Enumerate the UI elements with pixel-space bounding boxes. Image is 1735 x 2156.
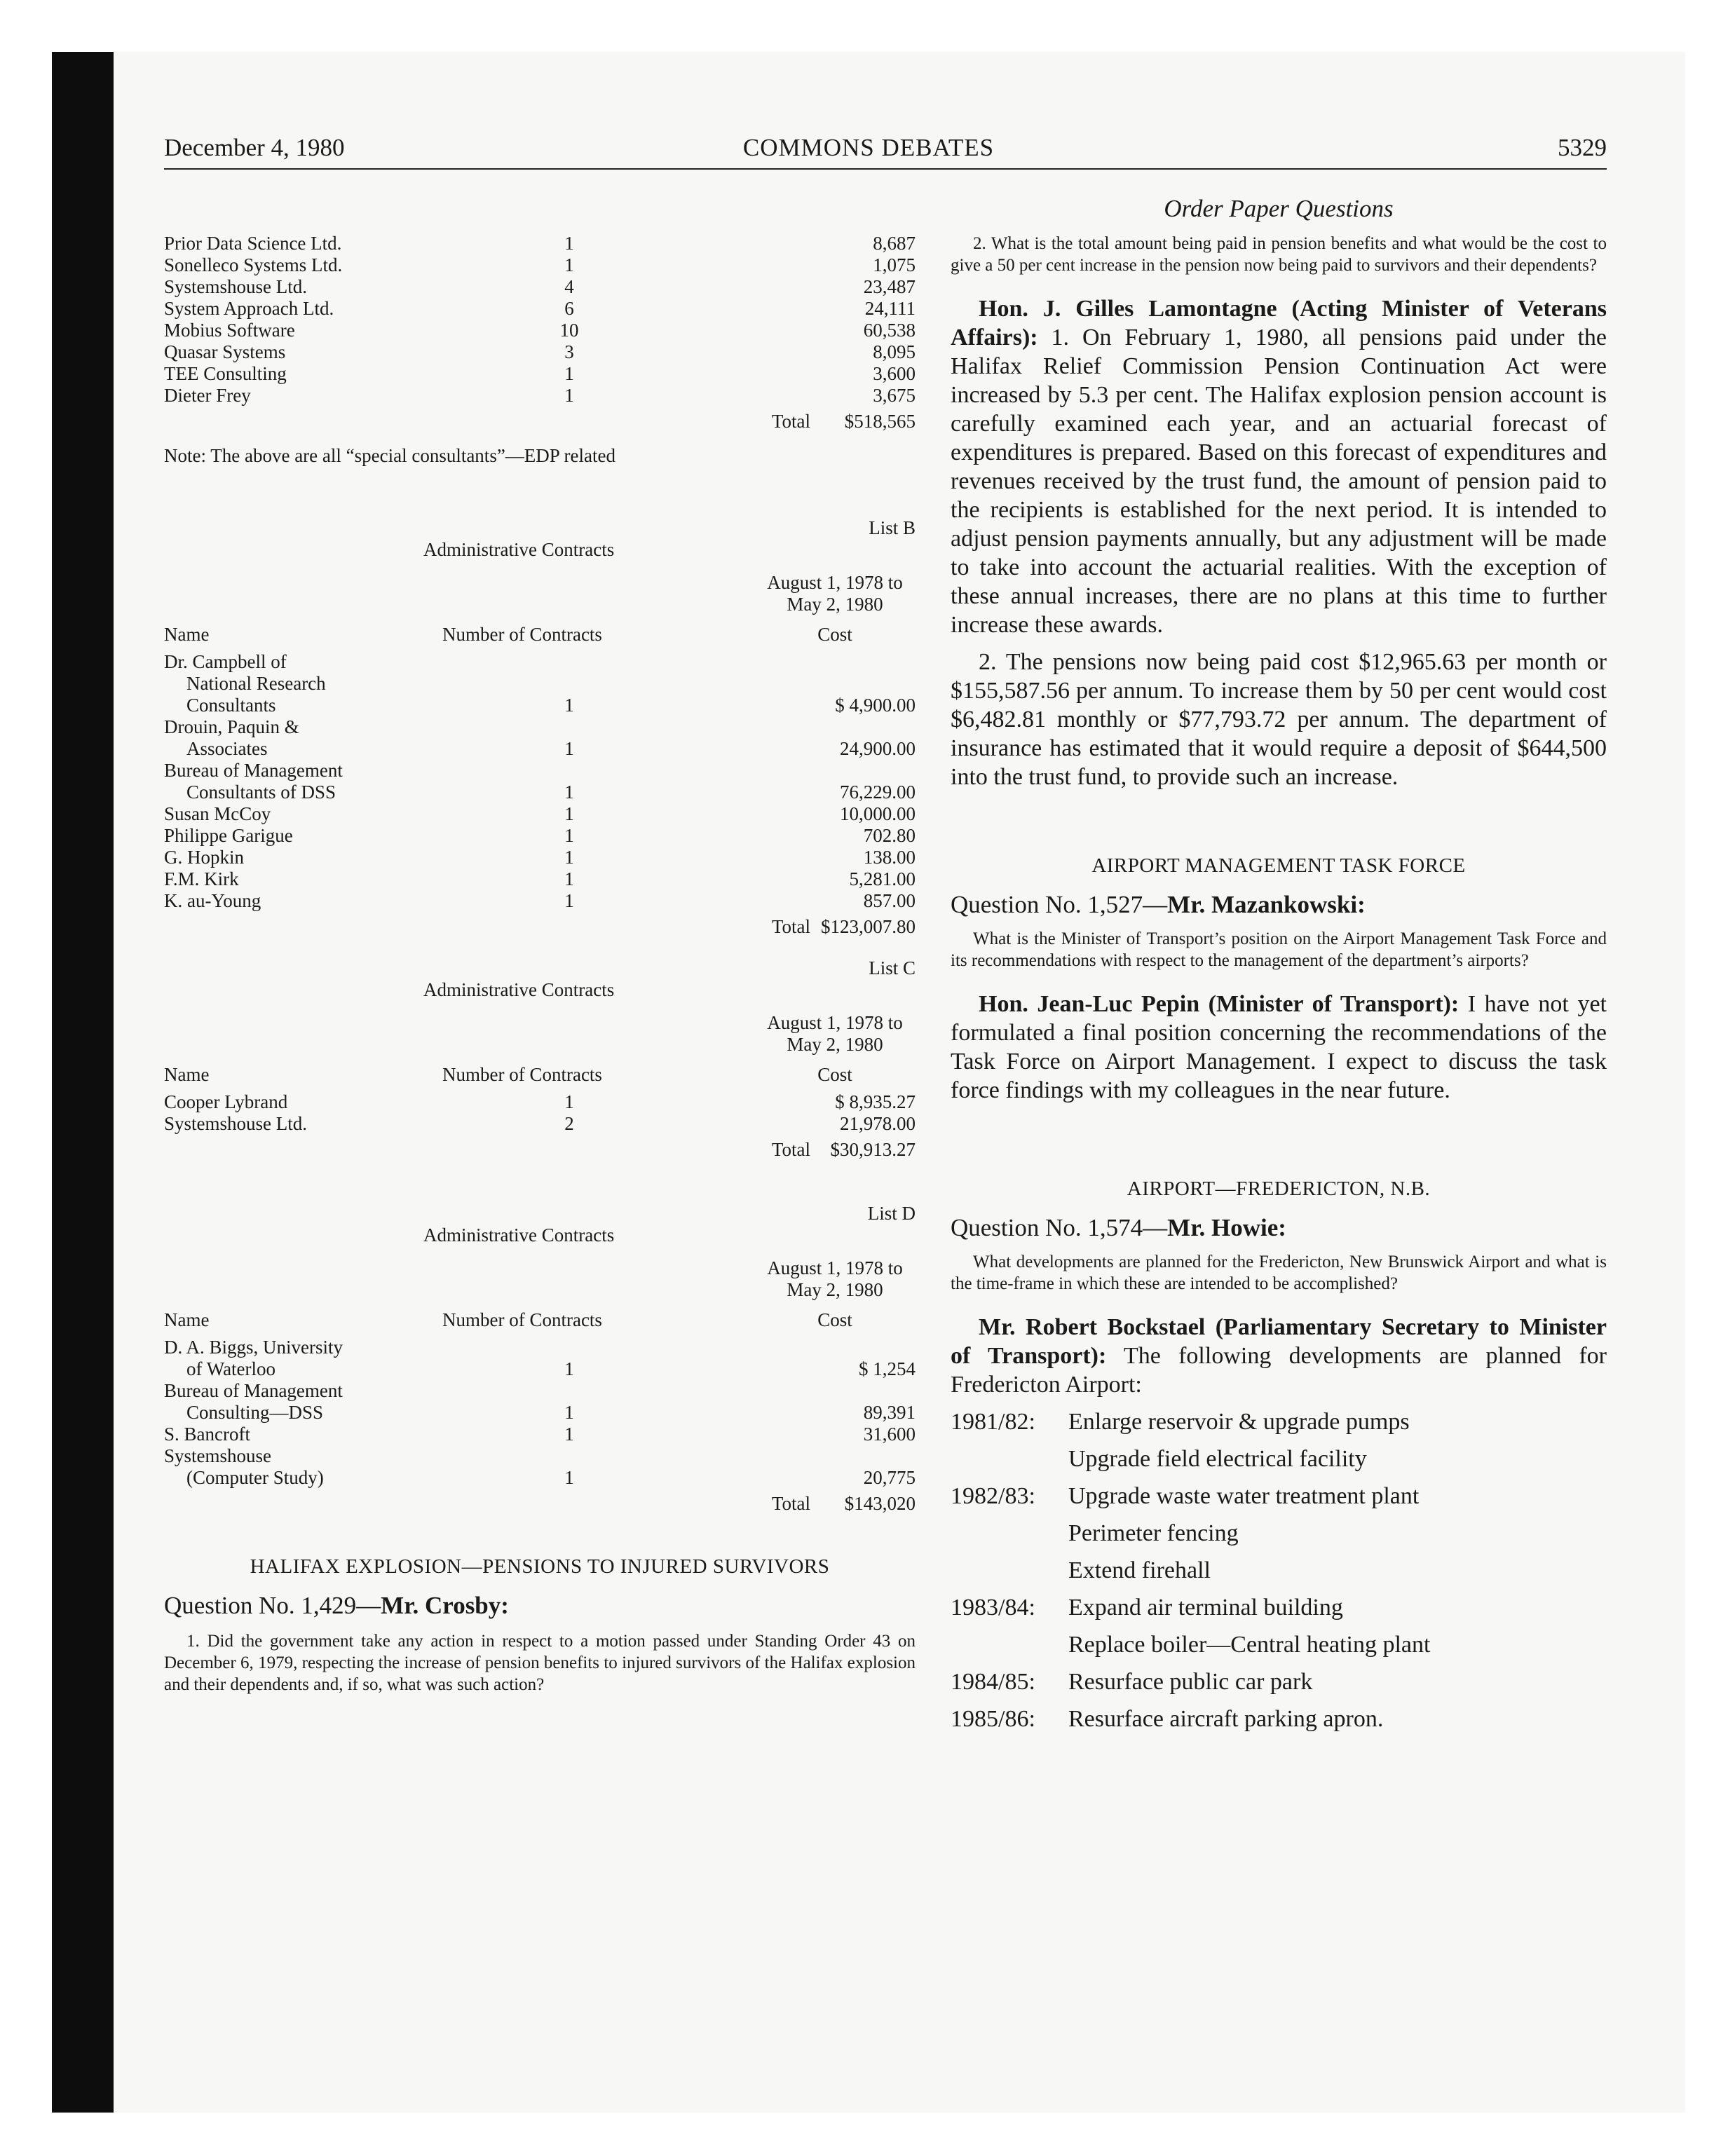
list-heading: Administrative Contracts (423, 539, 615, 560)
table-row-line (164, 890, 916, 912)
development-item: Upgrade waste water treatment plant (1068, 1483, 1420, 1509)
row-cost: 23,487 (863, 276, 916, 297)
row-cost: 10,000.00 (840, 803, 916, 824)
row-number: 2 (564, 1113, 574, 1134)
row-name: TEE Consulting (164, 363, 287, 384)
development-row (951, 1663, 1607, 1700)
question-line (951, 1213, 1607, 1243)
row-number: 1 (564, 695, 574, 716)
header-page-number: 5329 (1558, 134, 1607, 161)
row-cost: 3,600 (873, 363, 916, 384)
table-row-line (164, 868, 916, 890)
question-text: What developments are planned for the Fredericton, New Brunswick Airport and what is the time-frame in which these are intended to be accomplished? (951, 1253, 1607, 1293)
row-cost: 8,687 (873, 233, 916, 254)
row-number: 1 (564, 1402, 574, 1423)
answer-lamontagne-1 (951, 294, 1607, 639)
row-name: Drouin, Paquin & (164, 716, 299, 737)
col-name: Name (164, 1064, 210, 1085)
list-heading-row (164, 539, 916, 561)
column-header-row (164, 1309, 916, 1331)
table-row-line (164, 1424, 916, 1445)
period-line2: May 2, 1980 (787, 594, 883, 615)
development-item: Enlarge reservoir & upgrade pumps (1068, 1409, 1410, 1435)
development-item: Extend firehall (1068, 1557, 1211, 1583)
list-heading: Administrative Contracts (423, 1224, 615, 1246)
development-item: Upgrade field electrical facility (1068, 1446, 1367, 1472)
row-cost: $ 4,900.00 (835, 695, 916, 716)
development-year: 1984/85: (951, 1669, 1035, 1695)
table-row-line (164, 760, 916, 782)
question-line (164, 1591, 916, 1621)
row-name: Associates (186, 738, 268, 759)
period-line2: May 2, 1980 (787, 1034, 883, 1055)
speaker-name: Hon. Jean-Luc Pepin (Minister of Transport): (979, 991, 1460, 1017)
col-number: Number of Contracts (442, 1309, 602, 1330)
row-number: 3 (564, 341, 574, 362)
answer-pepin (951, 990, 1607, 1105)
row-name: (Computer Study) (186, 1467, 324, 1488)
total-value: $518,565 (844, 411, 916, 432)
row-name: Prior Data Science Ltd. (164, 233, 342, 254)
list-a-note: Note: The above are all “special consultants”—EDP related (164, 445, 616, 466)
list-b-total-row (164, 916, 916, 938)
row-number: 1 (564, 1424, 574, 1445)
table-row (164, 341, 916, 363)
list-d-rows (164, 1337, 916, 1489)
col-name: Name (164, 1309, 210, 1330)
row-name: Dieter Frey (164, 385, 251, 406)
row-name: Systemshouse (164, 1445, 272, 1466)
table-row-line (164, 1445, 916, 1467)
table-row (164, 363, 916, 385)
row-name: Cooper Lybrand (164, 1091, 288, 1112)
table-row (164, 320, 916, 341)
development-row (951, 1515, 1607, 1552)
table-row-line (164, 803, 916, 825)
period-row (164, 594, 916, 615)
section-heading: HALIFAX EXPLOSION—PENSIONS TO INJURED SURVIVORS (250, 1555, 830, 1578)
table-row (164, 233, 916, 254)
row-name: G. Hopkin (164, 847, 244, 868)
development-item: Expand air terminal building (1068, 1595, 1343, 1621)
table-row-line (164, 738, 916, 760)
row-number: 1 (564, 1358, 574, 1379)
question-member: Mr. Howie: (1167, 1214, 1286, 1241)
header-date: December 4, 1980 (164, 134, 345, 161)
row-name: Bureau of Management (164, 760, 343, 781)
answer-text: 1. On February 1, 1980, all pensions paid under the Halifax Relief Commission Pension Continuation Act were increased by 5.3 per cent. The Halifax explosion pension account is carefully examined each year, and an actuarial forecast of expenditures is prepared. Based on this forecast of expenditures and revenues received by the trust fund, the amount of pension paid to the recipients is established for the next period. It is intended to adjust pension payments annually, but any adjustment will be made to take into account the actuarial realities. With the exception of these annual increases, there are no plans at this time to further increase these awards. (951, 325, 1607, 638)
table-row-line (164, 782, 916, 803)
development-row (951, 1478, 1607, 1515)
answer-lamontagne-2: 2. The pensions now being paid cost $12,965.63 per month or $155,587.56 per annum. To increase them by 50 per cent would cost $6,482.81 monthly or $77,793.72 per annum. The department of insurance has estimated that it would require a deposit of $644,500 into the trust fund, to provide such an increase. (951, 649, 1607, 790)
table-row (164, 254, 916, 276)
row-name: S. Bancroft (164, 1424, 250, 1445)
list-a-rows (164, 233, 916, 407)
row-number: 1 (564, 1091, 574, 1112)
row-cost: 21,978.00 (840, 1113, 916, 1134)
development-row (951, 1552, 1607, 1589)
row-name: D. A. Biggs, University (164, 1337, 343, 1358)
row-cost: 20,775 (863, 1467, 916, 1488)
row-name: Systemshouse Ltd. (164, 1113, 308, 1134)
table-row-line (164, 1358, 916, 1380)
list-c-rows (164, 1091, 916, 1135)
row-number: 1 (564, 868, 574, 889)
table-row (164, 276, 916, 298)
total-label: Total (771, 1139, 810, 1160)
row-cost: 31,600 (863, 1424, 916, 1445)
list-label: List C (869, 957, 916, 978)
question-member: Mr. Mazankowski: (1167, 891, 1366, 918)
development-item: Resurface public car park (1068, 1669, 1313, 1695)
header-rule (164, 168, 1607, 170)
table-row-line (164, 1337, 916, 1358)
row-number: 1 (564, 233, 574, 254)
question-number: Question No. 1,574— (951, 1214, 1168, 1241)
section-running-head: Order Paper Questions (1164, 195, 1394, 222)
list-label-row (164, 1203, 916, 1224)
development-row (951, 1626, 1607, 1663)
row-name: Consultants of DSS (186, 782, 336, 803)
period-line1: August 1, 1978 to (767, 572, 903, 593)
row-name: K. au-Young (164, 890, 261, 911)
row-name: System Approach Ltd. (164, 298, 334, 319)
answer-text: I have not yet formulated a final position concerning the recommendations of the Task Force on Airport Management. I expect to discuss the task force findings with my colleagues in the near future. (951, 991, 1607, 1103)
question-number: Question No. 1,429— (164, 1592, 381, 1619)
list-heading: Administrative Contracts (423, 979, 615, 1000)
row-name: Mobius Software (164, 320, 295, 341)
row-cost: 8,095 (873, 341, 916, 362)
list-c-total-row (164, 1139, 916, 1161)
row-cost: 5,281.00 (849, 868, 916, 889)
list-a-total-row (164, 411, 916, 432)
list-heading-row (164, 979, 916, 1001)
row-number: 1 (564, 363, 574, 384)
period-line2: May 2, 1980 (787, 1279, 883, 1300)
scan-edge-bar (52, 52, 114, 2113)
row-cost: $ 1,254 (859, 1358, 916, 1379)
row-name: F.M. Kirk (164, 868, 239, 889)
question-text-2: 2. What is the total amount being paid in pension benefits and what would be the cost to give a 50 per cent increase in the pension now being paid to survivors and their dependents? (951, 234, 1607, 275)
question-text-1: 1. Did the government take any action in respect to a motion passed under Standing Order 43 on December 6, 1979, respecting the increase of pension benefits to injured survivors of the Halifax explosion and their dependents and, if so, what was such action? (164, 1632, 916, 1694)
question-member: Mr. Crosby: (381, 1592, 509, 1619)
scanned-page (52, 52, 1685, 2113)
col-number: Number of Contracts (442, 1064, 602, 1085)
total-label: Total (771, 1493, 810, 1514)
list-b-rows (164, 651, 916, 912)
col-cost: Cost (817, 624, 852, 645)
column-header-row (164, 1064, 916, 1086)
period-line1: August 1, 1978 to (767, 1257, 903, 1278)
table-row-line (164, 1402, 916, 1424)
table-row-line (164, 1380, 916, 1402)
development-year: 1982/83: (951, 1483, 1035, 1509)
row-name: Dr. Campbell of (164, 651, 287, 672)
table-row-line (164, 825, 916, 847)
row-name: Systemshouse Ltd. (164, 276, 308, 297)
table-row (164, 298, 916, 320)
row-name: National Research (186, 673, 326, 694)
table-row-line (164, 1091, 916, 1113)
period-line1: August 1, 1978 to (767, 1012, 903, 1033)
table-row-line (164, 651, 916, 673)
list-label: List D (867, 1203, 916, 1224)
period-row (164, 1279, 916, 1301)
row-cost: 3,675 (873, 385, 916, 406)
list-b (164, 517, 916, 938)
col-cost: Cost (817, 1309, 852, 1330)
development-year: 1981/82: (951, 1409, 1035, 1435)
list-label: List B (869, 517, 916, 538)
row-number: 1 (564, 825, 574, 846)
list-c (164, 957, 916, 1161)
row-cost: 702.80 (863, 825, 916, 846)
section-heading: AIRPORT—FREDERICTON, N.B. (1127, 1178, 1431, 1200)
row-name: Quasar Systems (164, 341, 286, 362)
answer-text: The following developments are planned for Fredericton Airport: (951, 1343, 1607, 1398)
development-year: 1983/84: (951, 1595, 1035, 1621)
row-name: Consultants (186, 695, 276, 716)
development-row (951, 1403, 1607, 1440)
row-number: 6 (564, 298, 574, 319)
list-label-row (164, 957, 916, 979)
development-row (951, 1589, 1607, 1626)
table-row-line (164, 673, 916, 695)
row-cost: 76,229.00 (840, 782, 916, 803)
section-heading: AIRPORT MANAGEMENT TASK FORCE (1091, 854, 1466, 877)
halifax-section (164, 1555, 916, 1696)
row-cost: 60,538 (863, 320, 916, 341)
row-name: Sonelleco Systems Ltd. (164, 254, 343, 275)
question-number: Question No. 1,527— (951, 891, 1168, 918)
row-number: 1 (564, 847, 574, 868)
row-cost: 1,075 (873, 254, 916, 275)
header-publication: COMMONS DEBATES (742, 134, 995, 161)
total-value: $30,913.27 (830, 1139, 916, 1160)
table-row-line (164, 695, 916, 716)
development-item: Resurface aircraft parking apron. (1068, 1706, 1384, 1732)
row-cost: 24,900.00 (840, 738, 916, 759)
list-heading-row (164, 1224, 916, 1246)
table-row-line (164, 716, 916, 738)
total-label: Total (771, 411, 810, 432)
table-row-line (164, 1113, 916, 1135)
row-number: 1 (564, 803, 574, 824)
answer-bockstael (951, 1313, 1607, 1399)
row-number: 1 (564, 1467, 574, 1488)
row-cost: 24,111 (864, 298, 916, 319)
row-name: of Waterloo (186, 1358, 276, 1379)
table-row (164, 385, 916, 407)
list-d (164, 1203, 916, 1515)
period-row (164, 1034, 916, 1056)
row-cost: 89,391 (863, 1402, 916, 1423)
row-cost: 138.00 (863, 847, 916, 868)
row-number: 1 (564, 385, 574, 406)
row-number: 1 (564, 782, 574, 803)
development-year: 1985/86: (951, 1706, 1035, 1732)
col-cost: Cost (817, 1064, 852, 1085)
row-number: 10 (559, 320, 579, 341)
period-row (164, 1257, 916, 1279)
total-label: Total (771, 916, 810, 937)
speaker-name: Mr. Robert Bockstael (Parliamentary Secretary to Minister of Transport): (951, 1314, 1607, 1369)
development-row (951, 1700, 1607, 1738)
row-name: Philippe Garigue (164, 825, 293, 846)
row-number: 4 (564, 276, 574, 297)
left-column (164, 233, 916, 1696)
total-value: $123,007.80 (821, 916, 916, 937)
row-number: 1 (564, 254, 574, 275)
period-row (164, 572, 916, 594)
col-name: Name (164, 624, 210, 645)
table-row-line (164, 1467, 916, 1489)
list-label-row (164, 517, 916, 539)
development-item: Replace boiler—Central heating plant (1068, 1632, 1431, 1658)
speaker-name: Hon. J. Gilles Lamontagne (Acting Minister of Veterans Affairs): (951, 296, 1607, 350)
list-a-table (164, 233, 916, 467)
right-column (951, 195, 1607, 1738)
table-row-line (164, 847, 916, 868)
row-name: Susan McCoy (164, 803, 271, 824)
col-number: Number of Contracts (442, 624, 602, 645)
question-text: What is the Minister of Transport’s position on the Airport Management Task Force and its recommendations with respect to the management of the department’s airports? (951, 929, 1607, 970)
period-row (164, 1012, 916, 1034)
list-d-total-row (164, 1493, 916, 1515)
row-name: Bureau of Management (164, 1380, 343, 1401)
row-cost: $ 8,935.27 (835, 1091, 916, 1112)
question-line (951, 890, 1607, 920)
development-row (951, 1440, 1607, 1478)
row-number: 1 (564, 890, 574, 911)
development-item: Perimeter fencing (1068, 1520, 1239, 1546)
row-name: Consulting—DSS (186, 1402, 324, 1423)
row-number: 1 (564, 738, 574, 759)
total-value: $143,020 (844, 1493, 916, 1514)
column-header-row (164, 624, 916, 646)
developments-list (951, 1403, 1607, 1738)
row-cost: 857.00 (863, 890, 916, 911)
